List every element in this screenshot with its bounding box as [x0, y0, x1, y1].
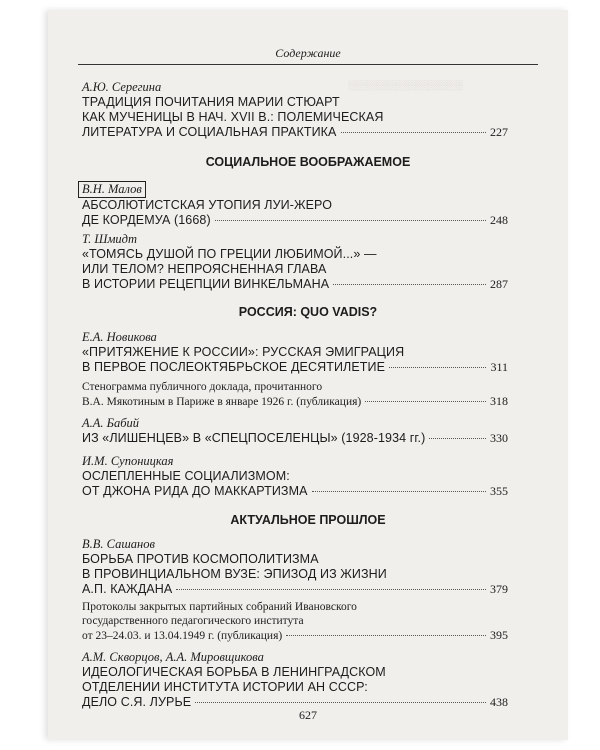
entry-author: В.Н. Малов [78, 181, 146, 198]
entry-title-line: ИЛИ ТЕЛОМ? НЕПРОЯСНЕННАЯ ГЛАВА [82, 262, 327, 276]
entry-page-number: 395 [490, 628, 508, 642]
leader-dots [341, 132, 487, 133]
toc-entry [82, 380, 508, 409]
entry-title-line: АБСОЛЮТИСТСКАЯ УТОПИЯ ЛУИ-ЖЕРО [82, 198, 333, 212]
entry-author: И.М. Супоницкая [82, 454, 174, 468]
show-through-text: ░░░░░░░░░░░░░░░░░░ [348, 80, 463, 90]
leader-dots [312, 491, 486, 492]
entry-title-line: ДЕЛО С.Я. ЛУРЬЕ [82, 695, 192, 709]
header-rule [78, 64, 538, 65]
entry-page-number: 438 [490, 695, 508, 709]
entry-subtitle-line: государственного педагогического института [82, 615, 304, 627]
toc-entry [82, 650, 508, 710]
entry-subtitle-line: В.А. Мякотиным в Париже в январе 1926 г. (публикация) [82, 396, 362, 408]
leader-dots [429, 438, 486, 439]
toc-entry [82, 80, 508, 140]
entry-subtitle-line: от 23–24.03. и 13.04.1949 г. (публикация) [82, 630, 283, 642]
entry-title-line: ТРАДИЦИЯ ПОЧИТАНИЯ МАРИИ СТЮАРТ [82, 95, 340, 109]
entry-page-number: 318 [490, 394, 508, 408]
entry-title-line: А.П. КАЖДАНА [82, 582, 173, 596]
book-page [48, 10, 568, 740]
entry-title-line: В ПЕРВОЕ ПОСЛЕОКТЯБРЬСКОЕ ДЕСЯТИЛЕТИЕ [82, 360, 386, 374]
entry-subtitle-line: Протоколы закрытых партийных собраний Ивановского [82, 601, 357, 613]
toc-entry [82, 232, 508, 292]
toc-entry [82, 330, 508, 375]
running-header: Содержание [275, 46, 341, 60]
entry-title-line: ОТДЕЛЕНИИ ИНСТИТУТА ИСТОРИИ АН СССР: [82, 680, 368, 694]
entry-title-line: ОТ ДЖОНА РИДА ДО МАККАРТИЗМА [82, 484, 308, 498]
entry-title-line: ИДЕОЛОГИЧЕСКАЯ БОРЬБА В ЛЕНИНГРАДСКОМ [82, 665, 386, 679]
entry-author: А.Ю. Серегина [82, 80, 162, 94]
entry-title-line: ДЕ КОРДЕМУА (1668) [82, 213, 211, 227]
entry-page-number: 311 [490, 360, 508, 374]
section-heading: АКТУАЛЬНОЕ ПРОШЛОЕ [230, 513, 386, 527]
entry-title-line: БОРЬБА ПРОТИВ КОСМОПОЛИТИЗМА [82, 552, 319, 566]
entry-subtitle-line: Стенограмма публичного доклада, прочитанного [82, 381, 323, 393]
entry-author: В.В. Сашанов [82, 537, 155, 551]
toc-entry [82, 416, 508, 446]
section-heading: РОССИЯ: QUO VADIS? [238, 305, 378, 319]
leader-dots [333, 284, 486, 285]
entry-page-number: 248 [490, 213, 508, 227]
entry-title-line: ОСЛЕПЛЕННЫЕ СОЦИАЛИЗМОМ: [82, 469, 290, 483]
entry-title-line: ИЗ «ЛИШЕНЦЕВ» В «СПЕЦПОСЕЛЕНЦЫ» (1928-1934 гг.) [82, 431, 426, 445]
entry-title-line: ЛИТЕРАТУРА И СОЦИАЛЬНАЯ ПРАКТИКА [82, 125, 337, 139]
entry-page-number: 355 [490, 484, 508, 498]
entry-title-line: «ТОМЯСЬ ДУШОЙ ПО ГРЕЦИИ ЛЮБИМОЙ...» — [82, 247, 377, 261]
page-number: 627 [299, 708, 317, 722]
leader-dots [176, 589, 486, 590]
leader-dots [389, 367, 486, 368]
entry-title-line: «ПРИТЯЖЕНИЕ К РОССИИ»: РУССКАЯ ЭМИГРАЦИЯ [82, 345, 405, 359]
entry-author: Т. Шмидт [82, 232, 138, 246]
entry-title-line: КАК МУЧЕНИЦЫ В НАЧ. XVII В.: ПОЛЕМИЧЕСКАЯ [82, 110, 384, 124]
leader-dots [195, 702, 486, 703]
entry-page-number: 287 [490, 277, 508, 291]
toc-entry [82, 180, 508, 228]
entry-page-number: 379 [490, 582, 508, 596]
entry-title-line: В ПРОВИНЦИАЛЬНОМ ВУЗЕ: ЭПИЗОД ИЗ ЖИЗНИ [82, 567, 387, 581]
toc-entry [82, 454, 508, 499]
entry-page-number: 227 [490, 125, 508, 139]
entry-title-line: В ИСТОРИИ РЕЦЕПЦИИ ВИНКЕЛЬМАНА [82, 277, 330, 291]
toc-entry [82, 600, 508, 643]
entry-author: А.А. Бабий [82, 416, 140, 430]
section-heading: СОЦИАЛЬНОЕ ВООБРАЖАЕМОЕ [205, 155, 411, 169]
leader-dots [286, 635, 486, 636]
leader-dots [365, 401, 486, 402]
leader-dots [215, 220, 486, 221]
entry-page-number: 330 [490, 431, 508, 445]
entry-author: А.М. Скворцов, А.А. Мировщикова [82, 650, 264, 664]
toc-entry [82, 537, 508, 597]
entry-author: Е.А. Новикова [82, 330, 157, 344]
